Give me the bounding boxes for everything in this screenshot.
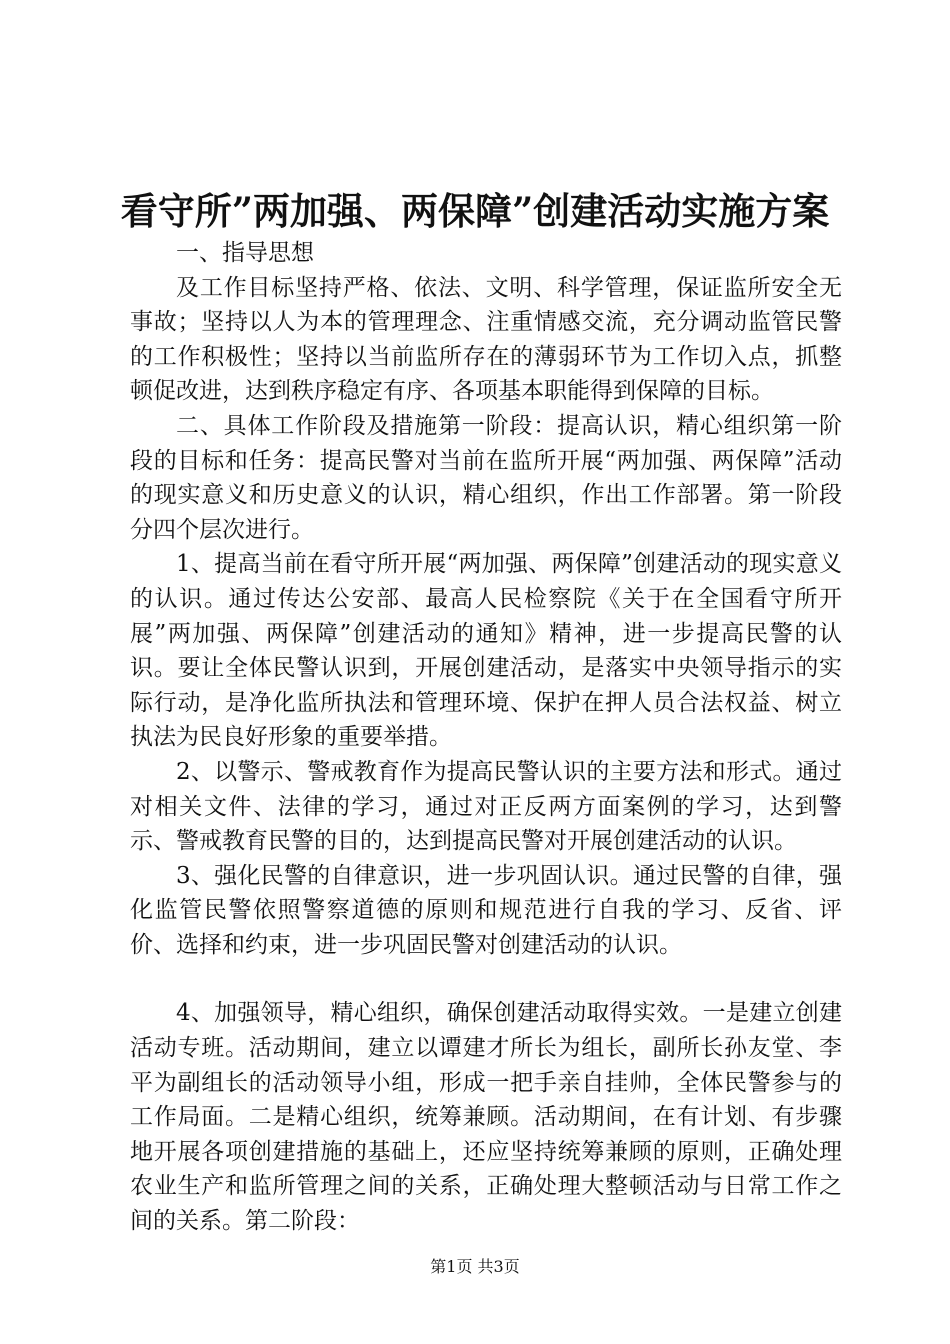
page-number-footer: 第1页 共3页	[430, 1257, 520, 1276]
document-title: 看守所”两加强、两保障”创建活动实施方案	[120, 189, 830, 233]
paragraph-item-4: 4、加强领导，精心组织，确保创建活动取得实效。一是建立创建活动专班。活动期间，建立以谭建才所长为组长，副所长孙友堂、李平为副组长的活动领导小组，形成一把手亲自挂帅，全体民警参与的工作局面。二是精心组织，统筹兼顾。活动期间，在有计划、有步骤地开展各项创建措施的基础上，还应坚持统筹兼顾的原则，正确处理农业生产和监所管理之间的关系，正确处理大整顿活动与日常工作之间的关系。第二阶段：	[130, 1000, 842, 1235]
paragraph-work-stages: 二、具体工作阶段及措施第一阶段：提高认识，精心组织第一阶段的目标和任务：提高民警对当前在监所开展“两加强、两保障”活动的现实意义和历史意义的认识，精心组织，作出工作部署。第一阶段分四个层次进行。	[130, 412, 842, 543]
paragraph-work-goals: 及工作目标坚持严格、依法、文明、科学管理，保证监所安全无事故；坚持以人为本的管理理念、注重情感交流，充分调动监管民警的工作积极性；坚持以当前监所存在的薄弱环节为工作切入点，抓整顿促改进，达到秩序稳定有序、各项基本职能得到保障的目标。	[130, 274, 842, 405]
paragraph-item-3: 3、强化民警的自律意识，进一步巩固认识。通过民警的自律，强化监管民警依照警察道德的原则和规范进行自我的学习、反省、评价、选择和约束，进一步巩固民警对创建活动的认识。	[130, 862, 842, 958]
document-body	[130, 236, 842, 1239]
section-heading-guiding-thought: 一、指导思想	[176, 240, 314, 266]
paragraph-item-1: 1、提高当前在看守所开展“两加强、两保障”创建活动的现实意义的认识。通过传达公安部、最高人民检察院《关于在全国看守所开展”两加强、两保障”创建活动的通知》精神，进一步提高民警的认识。要让全体民警认识到，开展创建活动，是落实中央领导指示的实际行动，是净化监所执法和管理环境、保护在押人员合法权益、树立执法为民良好形象的重要举措。	[130, 551, 842, 751]
paragraph-item-2: 2、以警示、警戒教育作为提高民警认识的主要方法和形式。通过对相关文件、法律的学习，通过对正反两方面案例的学习，达到警示、警戒教育民警的目的，达到提高民警对开展创建活动的认识。	[130, 758, 842, 855]
